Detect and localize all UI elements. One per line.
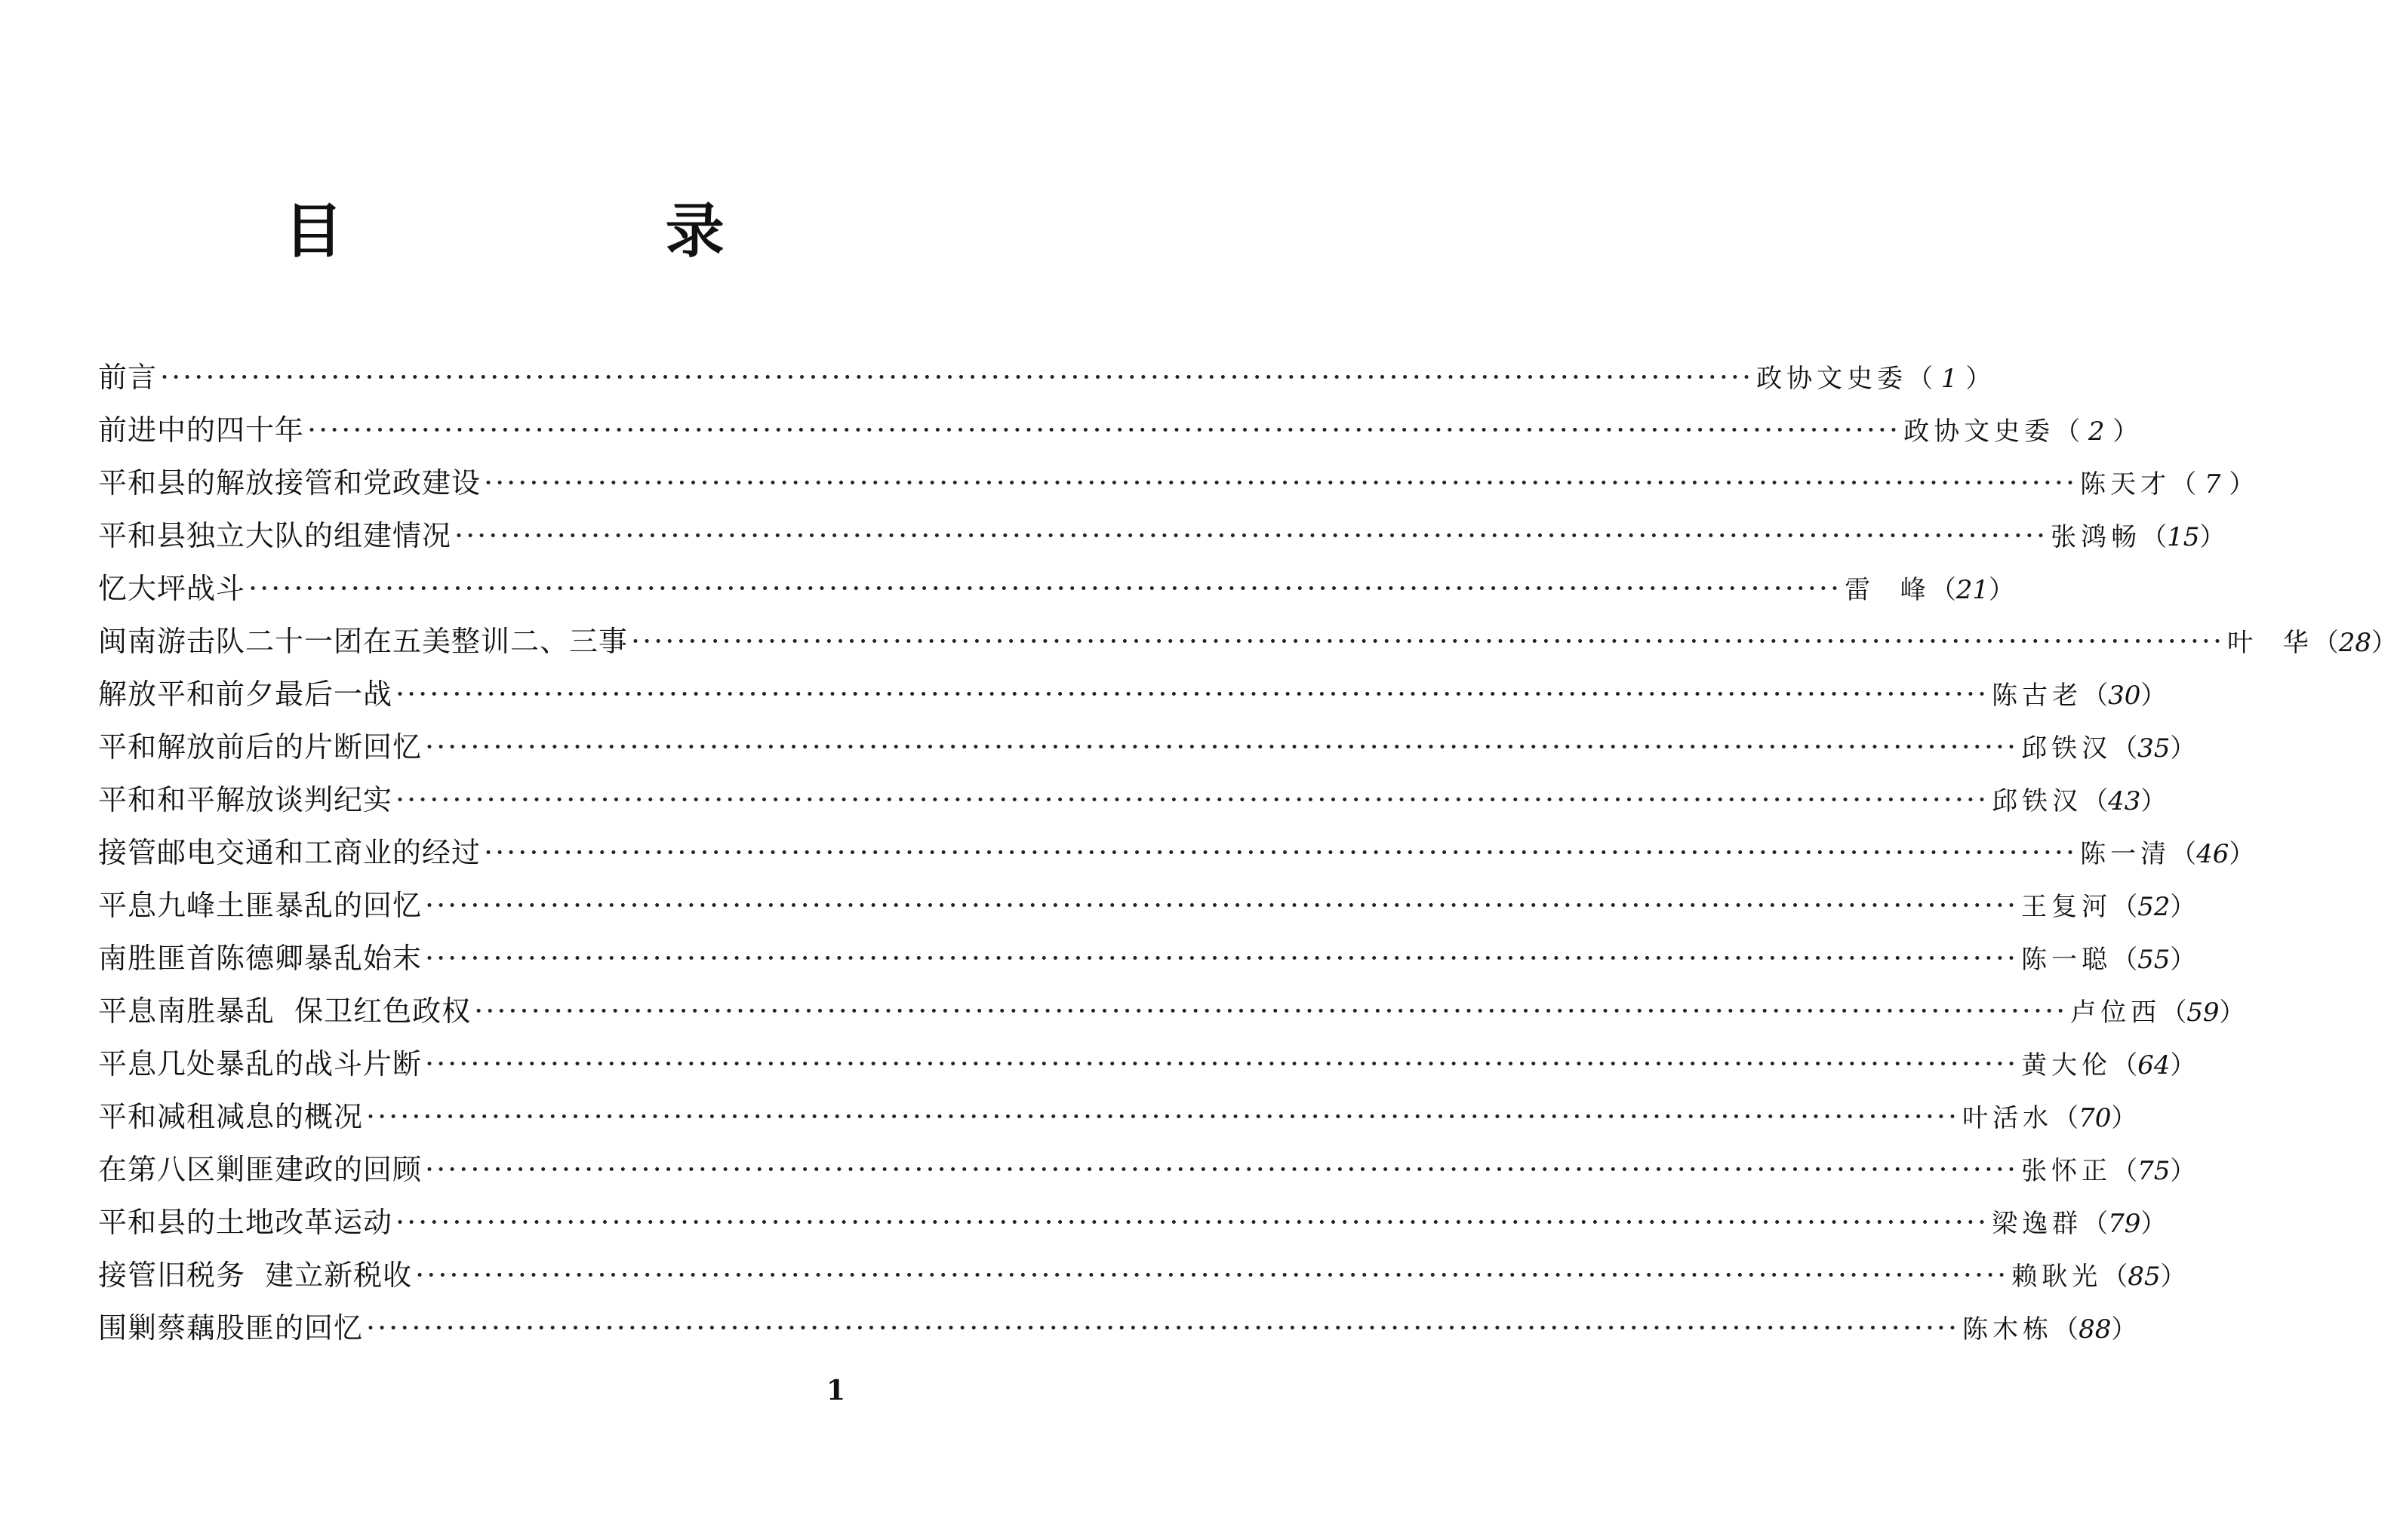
entry-author: 政协文史委 xyxy=(1903,417,2055,447)
entry-page: （30） xyxy=(2082,681,2167,711)
entry-page: （55） xyxy=(2112,945,2196,975)
leader-dots: ············································································································································ xyxy=(395,1206,1989,1239)
entry-author: 张怀正 xyxy=(2021,1156,2112,1186)
entry-author: 陈一聪 xyxy=(2021,945,2112,975)
entry-author: 陈木栋 xyxy=(1962,1314,2054,1345)
entry-page: （15） xyxy=(2141,522,2226,552)
entry-page: （35） xyxy=(2112,733,2196,764)
leader-dots: ············································································································································ xyxy=(425,1047,2019,1080)
entry-title: 平和县的解放接管和党政建设 xyxy=(98,466,482,500)
page-title: 目 录 xyxy=(284,198,875,266)
entry-author: 叶 华 xyxy=(2227,628,2313,658)
toc-entry xyxy=(98,668,2167,721)
entry-page: （28） xyxy=(2312,628,2397,658)
entry-author: 雷 峰 xyxy=(1845,575,1931,605)
entry-author: 叶活水 xyxy=(1962,1103,2054,1133)
toc-entry xyxy=(98,562,2014,615)
entry-author: 黄大伦 xyxy=(2021,1050,2112,1080)
entry-page: （75） xyxy=(2112,1156,2196,1186)
table-of-contents xyxy=(98,351,2397,1354)
toc-entry xyxy=(98,615,2397,668)
entry-author: 卢位西 xyxy=(2070,997,2162,1028)
entry-page: （88） xyxy=(2053,1314,2137,1345)
entry-title: 平和减租减息的概况 xyxy=(98,1100,364,1133)
leader-dots: ············································································································································ xyxy=(415,1259,2009,1292)
toc-entry xyxy=(98,1302,2137,1354)
entry-page: （46） xyxy=(2171,839,2255,869)
entry-author: 陈一清 xyxy=(2080,839,2171,869)
entry-page: （ 1 ） xyxy=(1907,364,1992,394)
toc-entry xyxy=(98,404,2139,456)
entry-page: （ 2 ） xyxy=(2054,417,2139,447)
leader-dots: ············································································································································ xyxy=(484,836,2078,869)
toc-entry xyxy=(98,932,2196,985)
entry-page: （85） xyxy=(2102,1262,2186,1292)
entry-page: （64） xyxy=(2112,1050,2196,1080)
entry-title: 前言 xyxy=(98,361,158,394)
leader-dots: ············································································································································ xyxy=(395,678,1989,711)
entry-author: 邱铁汉 xyxy=(1992,786,2083,816)
entry-title: 平息九峰土匪暴乱的回忆 xyxy=(98,889,423,922)
entry-author: 政协文史委 xyxy=(1756,364,1908,394)
entry-page: （70） xyxy=(2053,1103,2137,1133)
entry-page: （52） xyxy=(2112,892,2196,922)
entry-author: 梁逸群 xyxy=(1992,1209,2083,1239)
leader-dots: ············································································································································ xyxy=(248,572,1842,605)
leader-dots: ············································································································································ xyxy=(425,1153,2019,1186)
entry-author: 张鸿畅 xyxy=(2051,522,2142,552)
entry-title: 南胜匪首陈德卿暴乱始末 xyxy=(98,942,423,975)
entry-title: 接管旧税务 建立新税收 xyxy=(98,1259,413,1292)
entry-author: 邱铁汉 xyxy=(2021,733,2112,764)
entry-title: 平和县独立大队的组建情况 xyxy=(98,519,452,552)
toc-entry xyxy=(98,879,2196,932)
entry-author: 赖耿光 xyxy=(2011,1262,2103,1292)
entry-author: 陈古老 xyxy=(1992,681,2083,711)
entry-page: （59） xyxy=(2161,997,2245,1028)
toc-entry xyxy=(98,1090,2137,1143)
entry-title: 围剿蔡藕股匪的回忆 xyxy=(98,1311,364,1345)
leader-dots: ············································································································································ xyxy=(307,413,1901,447)
leader-dots: ············································································································································ xyxy=(484,466,2078,500)
toc-entry xyxy=(98,773,2167,826)
leader-dots: ············································································································································ xyxy=(425,942,2019,975)
entry-title: 平息南胜暴乱 保卫红色政权 xyxy=(98,994,472,1028)
leader-dots: ············································································································································ xyxy=(395,783,1989,816)
entry-page: （79） xyxy=(2082,1209,2167,1239)
leader-dots: ············································································································································ xyxy=(366,1311,1960,1345)
entry-title: 闽南游击队二十一团在五美整训二、三事 xyxy=(98,625,629,658)
entry-title: 接管邮电交通和工商业的经过 xyxy=(98,836,482,869)
page-number: 1 xyxy=(826,1375,846,1406)
leader-dots: ············································································································································ xyxy=(366,1100,1960,1133)
toc-entry xyxy=(98,456,2255,509)
entry-page: （ 7 ） xyxy=(2171,469,2255,500)
toc-entry xyxy=(98,1037,2196,1090)
toc-entry xyxy=(98,351,1992,404)
toc-entry xyxy=(98,1143,2196,1196)
leader-dots: ············································································································································ xyxy=(454,519,2048,552)
entry-title: 忆大坪战斗 xyxy=(98,572,246,605)
entry-title: 平和解放前后的片断回忆 xyxy=(98,730,423,764)
entry-page: （21） xyxy=(1930,575,2014,605)
toc-entry xyxy=(98,1196,2167,1249)
toc-entry xyxy=(98,721,2196,773)
entry-title: 平和县的土地改革运动 xyxy=(98,1206,393,1239)
leader-dots: ············································································································································ xyxy=(474,994,2068,1028)
toc-entry xyxy=(98,985,2245,1037)
entry-author: 王复河 xyxy=(2021,892,2112,922)
entry-title: 解放平和前夕最后一战 xyxy=(98,678,393,711)
leader-dots: ············································································································································ xyxy=(425,730,2019,764)
entry-page: （43） xyxy=(2082,786,2167,816)
entry-title: 在第八区剿匪建政的回顾 xyxy=(98,1153,423,1186)
toc-entry xyxy=(98,826,2255,879)
leader-dots: ············································································································································ xyxy=(631,625,2225,658)
toc-entry xyxy=(98,1249,2186,1302)
entry-author: 陈天才 xyxy=(2080,469,2171,500)
leader-dots: ············································································································································ xyxy=(160,361,1754,394)
entry-title: 平息几处暴乱的战斗片断 xyxy=(98,1047,423,1080)
entry-title: 前进中的四十年 xyxy=(98,413,305,447)
toc-entry xyxy=(98,509,2226,562)
leader-dots: ············································································································································ xyxy=(425,889,2019,922)
entry-title: 平和和平解放谈判纪实 xyxy=(98,783,393,816)
